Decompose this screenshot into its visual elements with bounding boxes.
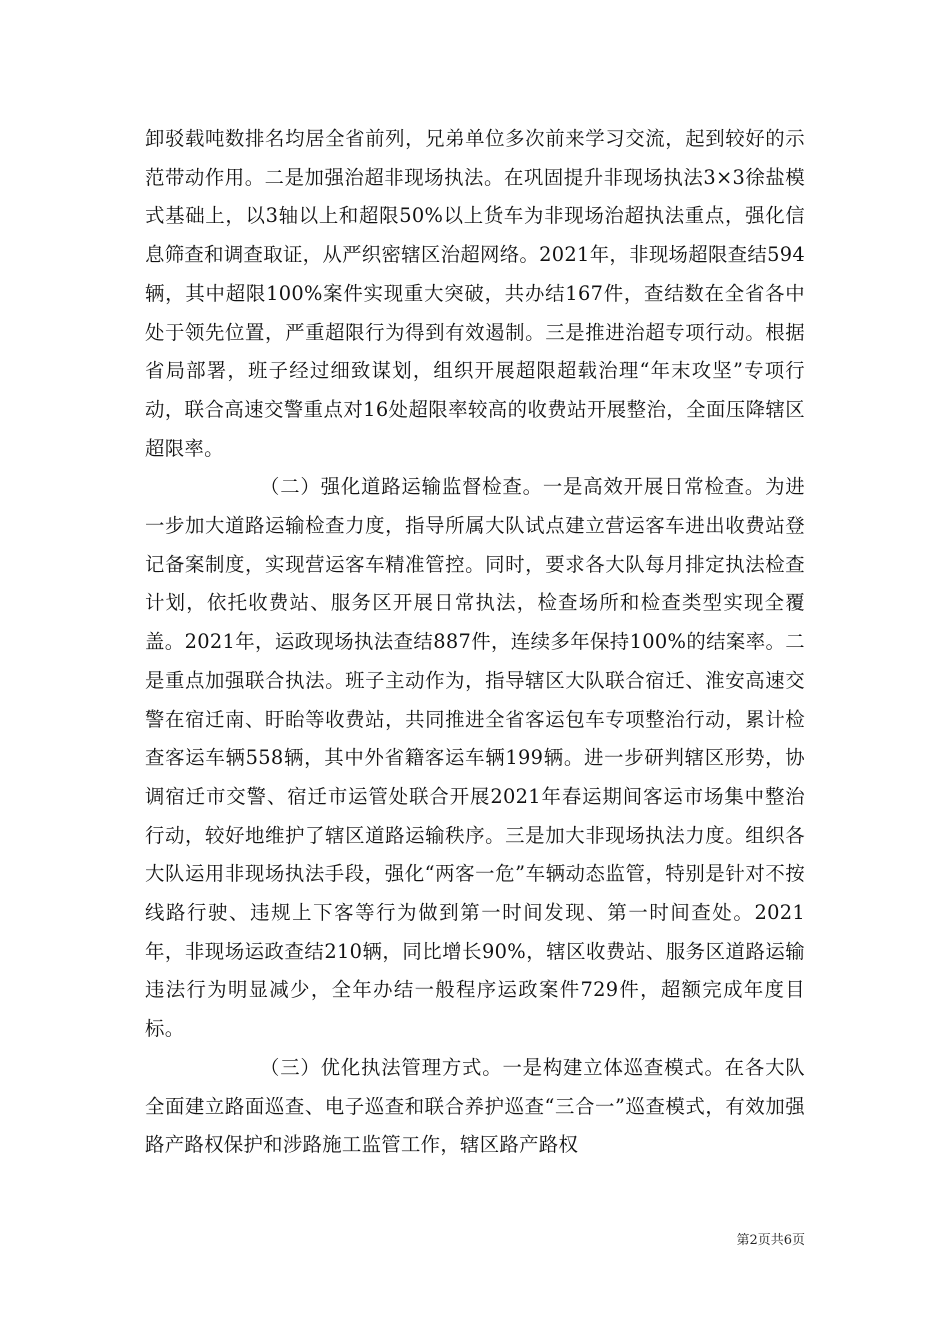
paragraph-continued: 卸驳载吨数排名均居全省前列，兄弟单位多次前来学习交流，起到较好的示范带动作用。二是加强治超非现场执法。在巩固提升非现场执法3×3徐盐模式基础上，以3轴以上和超限50%以上货车为非现场治超执法重点，强化信息筛查和调查取证，从严织密辖区治超网络。2021年，非现场超限查结594辆，其中超限100%案件实现重大突破，共办结167件，查结数在全省各中处于领先位置，严重超限行为得到有效遏制。三是推进治超专项行动。根据省局部署，班子经过细致谋划，组织开展超限超载治理“年末攻坚”专项行动，联合高速交警重点对16处超限率较高的收费站开展整治，全面压降辖区超限率。 bbox=[145, 127, 805, 460]
paragraph-section-2: （二）强化道路运输监督检查。一是高效开展日常检查。为进一步加大道路运输检查力度，指导所属大队试点建立营运客车进出收费站登记备案制度，实现营运客车精准管控。同时，要求各大队每月排定执法检查计划，依托收费站、服务区开展日常执法，检查场所和检查类型实现全覆盖。2021年，运政现场执法查结887件，连续多年保持100%的结案率。二是重点加强联合执法。班子主动作为，指导辖区大队联合宿迁、淮安高速交警在宿迁南、盱眙等收费站，共同推进全省客运包车专项整治行动，累计检查客运车辆558辆，其中外省籍客运车辆199辆。进一步研判辖区形势，协调宿迁市交警、宿迁市运管处联合开展2021年春运期间客运市场集中整治行动，较好地维护了辖区道路运输秩序。三是加大非现场执法力度。组织各大队运用非现场执法手段，强化“两客一危”车辆动态监管，特别是针对不按线路行驶、违规上下客等行为做到第一时间发现、第一时间查处。2021年，非现场运政查结210辆，同比增长90%，辖区收费站、服务区道路运输违法行为明显减少，全年办结一般程序运政案件729件，超额完成年度目标。 bbox=[145, 475, 805, 1041]
document-body bbox=[145, 120, 805, 1165]
page-number: 第2页共6页 bbox=[736, 1233, 805, 1248]
paragraph-section-3: （三）优化执法管理方式。一是构建立体巡查模式。在各大队全面建立路面巡查、电子巡查和联合养护巡查“三合一”巡查模式，有效加强路产路权保护和涉路施工监管工作，辖区路产路权 bbox=[145, 1055, 805, 1157]
